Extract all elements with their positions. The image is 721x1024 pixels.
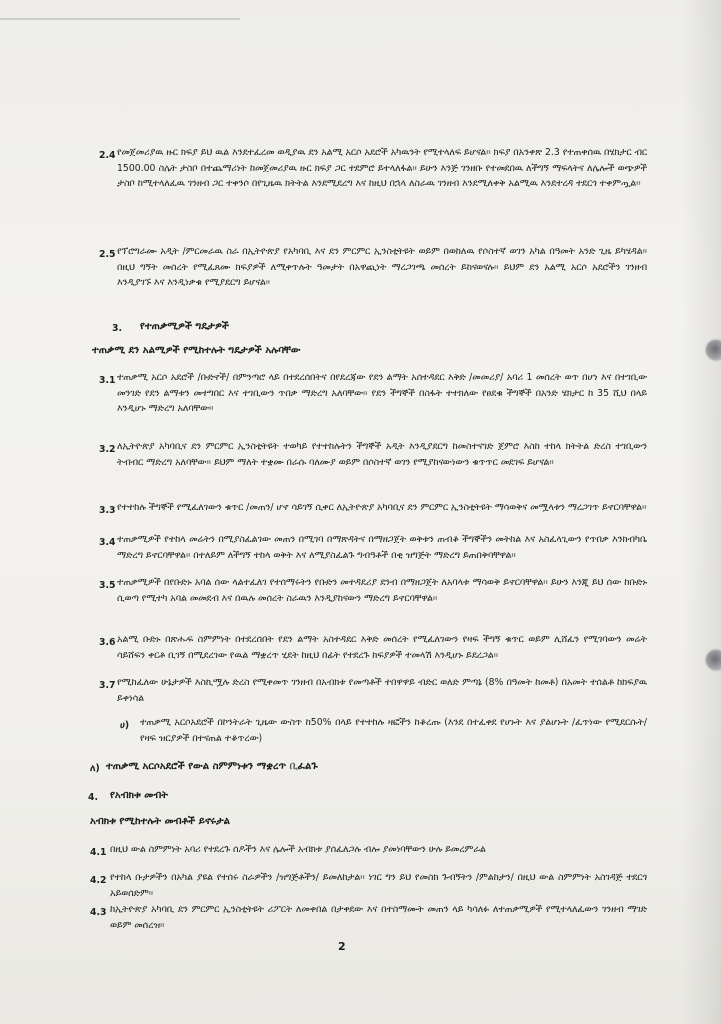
section-number: 2.4	[99, 150, 116, 161]
section-number: 4.2	[90, 875, 107, 886]
section-intro: አብክቱ የሚከተሉት መብቶች ይኖሩታል	[90, 816, 230, 827]
section-intro: ተጠቃሚ ደን አልሚዎች የሚከተሉት ግዴታዎች አሉባቸው	[92, 345, 301, 356]
clause-2-4: የመጀመሪያዉ ዙር ክፍያ ይህ ዉል እንደተፈረመ ወዲያዉ ደን አልሚ አርሶ አደሮች አካዉንት የሚተላለፍ ይሆናል፡፡ ክፍያ በአንቀጽ 2.3 የተጠቀሰዉ በሄክታር ብር 1500.00 ስሌት ታስቦ በተጨማሪነት ከመጀመሪያዉ ዙር ክፍያ ጋር ተደምሮ ይተላለፋል፡፡ ይሁን እንጅ ገንዘቡ የተመደበዉ ለችግኝ ማፍላትና ለሌሎች ወጭዎች ታስቦ ከሚተላለፈዉ ገንዘብ ጋር ተቀንሶ በየጊዜዉ ክትትል እንደሚደረግ እና ከዚህ በኋላ ለስራዉ ገንዘብ እንደሚለቀቅ አልሚዉ እንደተረዳ ተደርጎ ተቀምጧል፡፡	[117, 147, 647, 190]
clause-3-2: ለኢትዮጵያ አካባቢና ደን ምርምር ኢንስቲትዩት ተወካይ የተተከሉትን ችግኞች አዲት እንዲያደርግ ከመስተናገድ ጀምሮ እስከ ተከላ ክትትል ድረስ ተገቢውን ትብብር ማድረግ አለባቸው፡፡ ይህም ማለት ተቋሙ በራሱ ባለሙያ ወይም በሶስተኛ ወገን የሚያከናውነውን ቁጥጥር መደገፍ ይሆናል፡፡	[117, 441, 647, 468]
subclause-a: ተጠቃሚ አርሶአደሮች በኮንትራት ጊዜው ውስጥ ከ50% በላይ የተተከሉ ዛፎችን ከቆረጡ (እንደ በተፈቀደ የሆኑት እና ያልሆኑት /ፈጥነው የሚደርሱት/ የዛፍ ዝርያዎች በተናጠል ተቆጥረው)	[140, 717, 647, 744]
subclause-letter: ለ)	[90, 763, 100, 774]
section-number: 3.4	[99, 537, 116, 548]
clause-3-4: ተጠቃሚዎች የተከላ መሬትን በሚያስፈልገው መጠን በሚገባ በማጽዳትና በማዘጋጀት ወቅቱን ጠብቆ ችግኞችን መትከል እና አስፈላጊውን የጥበቃ እንክብካቤ ማድረግ ይኖርባቸዋል፡፡ በተለይም ለችግኝ ተከላ ወቅት እና ለሚያስፈልጉ ግብዓቶች በቂ ዝግጅት ማድረግ ይጠበቅባቸዋል፡፡	[117, 534, 647, 561]
clause-4-2: የተከላ ቡታዎችን በአካል ያዩል የተሰሩ ስራዎችን /ዝግጅቶችን/ ይመለከታል፡፡ ነገር ግን ይህ የመስክ ጉብኝትን /ምልከታን/ በዚህ ውል ስምምነት አስገዳጅ ተደርጎ አይወሰድም፡፡	[110, 872, 647, 899]
subclause-letter: ሀ)	[120, 720, 130, 731]
clause-2-5: የፕሮግራሙ አዲት /ምርመራዉ ስራ በኢትዮጵያ የአካባቢ እና ደን ምርምር ኢንስቲትዩት ወይም በወከለዉ የሶስተኛ ወገን አካል በዓመት አንድ ጊዜ ይካሄዳል፡፡ በዚህ ግኝት መሰረት የሚፈጸሙ ክፍያዎች ለሚቀጥሉት ዓመታት በአዋጪነት ማረጋገጫ መሰረት ይከናወናሉ፡፡ ይህም ደን አልሚ አርሶ አደሮችን ገንዘብ እንዲያገኙ እና እንዲነቃቁ የሚያደርግ ይሆናል፡፡	[117, 246, 647, 289]
section-number: 4.1	[90, 847, 107, 858]
section-title: የተጠቃሚዎች ግዴታዎች	[140, 321, 229, 332]
clause-3-7: የሚከፈለው ሁኔታዎች እስኪሟሉ ድረስ የሚቀመጥ ገንዘብ በአብክቱ የመጣቶች ተበዋዋይ ብድር ወለድ ምጣኔ (8% በዓመት ከመቶ) በአመት ተሰልቶ ከክፍያዉ ይቀነሳል	[117, 677, 647, 704]
clause-3-6: አልሚ ቡድኑ በጽሑፍ ስምምነት በተደረሰበት የደን ልማት አስተዳደር እቅድ መሰረት የሚፈለገውን የዛፍ ችግኝ ቁጥር ወይም ሊሸፈን የሚገባውን መሬት ሳይሸፍን ቀርቶ ቢገኝ በሚደረገው የዉል ማቋረጥ ሂደት ከዚህ በፊት የተደረጉ ክፍያዎች ተመላሽ እንዲሆኑ ይደረጋል፡፡	[117, 634, 647, 661]
clause-4-1: በዚህ ውል ስምምነት አባሪ የተደረጉ ሰዶችን እና ሌሎች አብክቱ ያሰፈለጋሉ ብሎ ያመነባቸውን ሁሉ ይመረምራል	[110, 844, 486, 855]
section-number: 3.1	[99, 375, 116, 386]
subclause-b: ተጠቃሚ አርሶአደሮች የውል ስምምነቱን ማቋረጥ ቢፈልጉ	[106, 761, 318, 772]
clause-3-5: ተጠቃሚዎች በየቡድኑ አባል ሰው ላልተፈለገ የተሰማሩትን የቡድን መተዳደሪያ ደንብ በማዘጋጀት ለአባላቱ ማሳወቅ ይኖርባቸዋል፡፡ ይሁን እንጂ ይህ ሰው ከቡድኑ ሲወጣ የሚተካ አባል መመደብ እና በዉሉ መሰረት ስራዉን እንዲያከናውን ማድረግ ይኖርባቸዋል፡፡	[117, 577, 647, 604]
page-number: 2	[338, 940, 346, 953]
section-number: 3.6	[99, 637, 116, 648]
section-number: 4.3	[90, 907, 107, 918]
clause-3-1: ተጠቃሚ አርሶ አደሮች /ቡድኖች/ በምንጣሮ ላይ በተደረሰበትና በየደረጃው የደን ልማት አሰተዳደር እቅድ /መመሪያ/ አባሪ 1 መሰረት ወጥ በሆነ እና በተገቢው መንገድ የደን ልማቱን መተግበር እና ተገቢውን ጥበቃ ማድረግ አለባቸው፡፡ የደን ችግኞች በስፋት ተተክለው የፀደቁ ችግኞች በአንድ ሄክታር ከ 35 ሺህ በላይ እንዲሆኑ ማድረግ አለባቸው፡፡	[117, 372, 647, 415]
section-number: 4.	[88, 792, 99, 803]
section-number: 2.5	[99, 249, 116, 260]
section-number: 3.	[112, 323, 123, 334]
section-number: 3.5	[99, 580, 116, 591]
section-number: 3.2	[99, 444, 116, 455]
clause-3-3: የተተከሉ ችግኞች የሚፈለገውን ቁጥር /መጠን/ ሆኖ ሳይገኝ ሲቀር ለኢትዮጵያ አካባቢና ደን ምርምር ኢንስቲትዩት ማሳወቅና መሟላቱን ማረጋገጥ ይኖርባቸዋል፡፡	[117, 502, 647, 513]
section-title: የአብክቱ መብት	[110, 790, 169, 801]
section-number: 3.3	[99, 505, 116, 516]
section-number: 3.7	[99, 680, 116, 691]
clause-4-3: ከኢትዮጵያ አካባቢ ደን ምርምር ኢንስቲትዩት ሪፖርት ለመቀበል በታቀደው እና በተስማሙት መጠን ላይ ካሳለፉ ለተጠቃሚዎች የሚተላለፈውን ገንዘብ ማገድ ወይም መሰረዝ፡፡	[110, 904, 647, 931]
